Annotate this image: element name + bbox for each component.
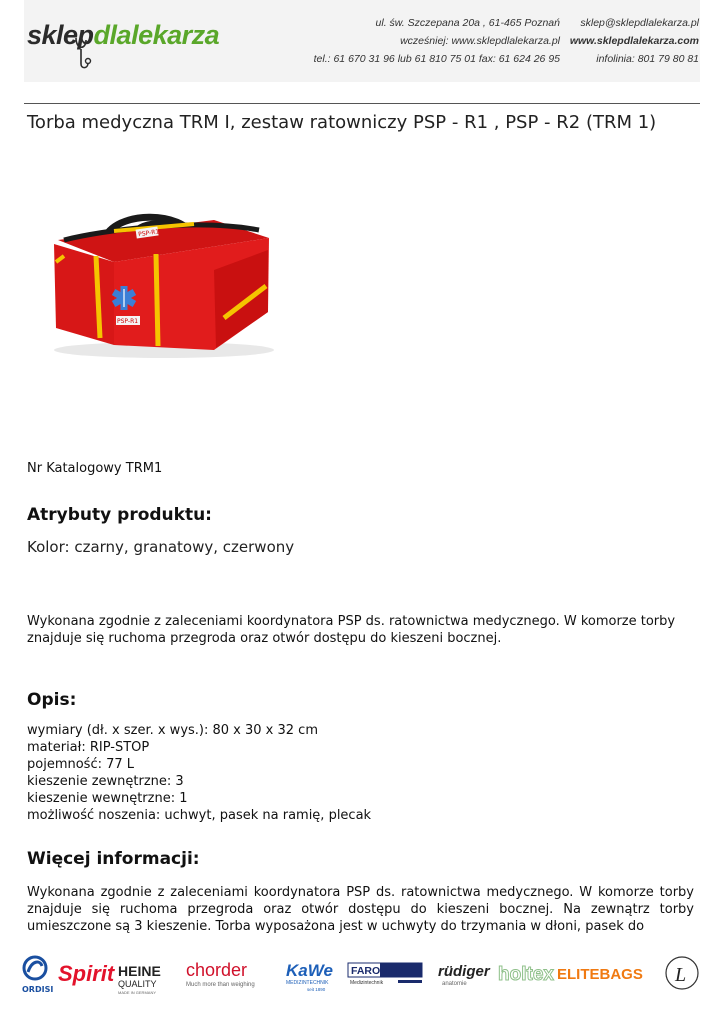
attributes-heading: Atrybuty produktu:	[27, 505, 212, 525]
spirit-logo[interactable]	[58, 961, 116, 986]
bag-label-front: PSP-R1	[117, 318, 139, 325]
phone-numbers: tel.: 61 670 31 96 lub 61 810 75 01 fax: 61 624 26 95	[313, 53, 560, 65]
ordisi-logo[interactable]	[22, 957, 53, 994]
store-logo[interactable]	[27, 20, 219, 51]
short-description: Wykonana zgodnie z zaleceniami koordynatora PSP ds. ratownictwa medycznego. W komorze torby znajduje się ruchoma przegroda oraz otwór dostępu do kieszeni bocznej.	[27, 614, 676, 646]
address: ul. św. Szczepana 20a , 61-465 Poznań	[375, 17, 560, 29]
contact-block-address	[314, 14, 560, 68]
svg-text:anatomie: anatomie	[442, 981, 467, 987]
logo-text-dla: dla	[93, 20, 132, 50]
spec-dimensions: wymiary (dł. x szer. x wys.): 80 x 30 x 32 cm	[27, 723, 318, 738]
spec-list	[27, 722, 371, 824]
attribute-color: Kolor: czarny, granatowy, czerwony	[27, 538, 295, 556]
svg-text:MADE IN GERMANY: MADE IN GERMANY	[118, 990, 157, 995]
more-info-heading: Więcej informacji:	[27, 849, 200, 869]
hotline: infolinia: 801 79 80 81	[596, 53, 699, 65]
svg-text:ORDISI: ORDISI	[22, 985, 54, 994]
product-image-medical-bag	[44, 200, 276, 360]
svg-text:QUALITY: QUALITY	[118, 979, 157, 989]
catalog-number: Nr Katalogowy TRM1	[27, 461, 163, 476]
svg-text:MEDIZINTECHNIK: MEDIZINTECHNIK	[286, 980, 329, 986]
chorder-logo[interactable]	[186, 960, 255, 988]
svg-text:FAROMED: FAROMED	[351, 965, 404, 977]
contact-block-online	[570, 14, 699, 68]
header-divider	[24, 103, 700, 104]
rudiger-logo[interactable]	[438, 963, 491, 987]
logo-text-sklep: sklep	[27, 20, 94, 50]
spec-capacity: pojemność: 77 L	[27, 757, 135, 772]
more-info-text: Wykonana zgodnie z zaleceniami koordynatora PSP ds. ratownictwa medycznego. W komorze torby znajduje się ruchoma przegroda oraz otwór dostępu do kieszeni bocznej. Na zewnątrz torby umieszczone są 3 kieszenie. Torba wyposażona jest w uchwyty do trzymania w dłoni, pasek do	[27, 885, 694, 934]
spec-outer-pockets: kieszenie zewnętrzne: 3	[27, 774, 184, 789]
bag-label-top: PSP-R1	[137, 228, 160, 239]
svg-text:rüdiger: rüdiger	[438, 963, 490, 980]
logo-text-lekarza: lekarza	[131, 20, 220, 50]
heine-logo[interactable]	[118, 963, 161, 995]
svg-text:Medizintechnik: Medizintechnik	[350, 980, 384, 986]
kawe-logo[interactable]	[286, 961, 333, 992]
stethoscope-icon	[72, 36, 94, 72]
opis-heading: Opis:	[27, 690, 77, 710]
email-link[interactable]: sklep@sklepdlalekarza.pl	[580, 17, 699, 29]
svg-text:holtex: holtex	[498, 964, 554, 985]
svg-text:seit 1890: seit 1890	[307, 987, 326, 992]
svg-text:HEINE: HEINE	[118, 963, 161, 979]
svg-text:L: L	[675, 964, 687, 986]
product-title: Torba medyczna TRM I, zestaw ratowniczy PSP - R1 , PSP - R2 (TRM 1)	[27, 112, 657, 133]
svg-text:ELITEBAGS: ELITEBAGS	[557, 966, 643, 983]
faromed-logo[interactable]	[348, 963, 422, 986]
previous-site[interactable]: wcześniej: www.sklepdlalekarza.pl	[400, 35, 560, 47]
brand-logo-strip	[20, 950, 705, 998]
littmann-logo[interactable]	[666, 957, 698, 989]
svg-text:KaWe: KaWe	[286, 961, 333, 980]
svg-text:Spirit: Spirit	[58, 961, 115, 986]
spec-inner-pockets: kieszenie wewnętrzne: 1	[27, 791, 188, 806]
site-link[interactable]: www.sklepdlalekarza.com	[569, 35, 699, 47]
svg-text:Much more than weighing: Much more than weighing	[186, 982, 255, 988]
spec-carrying: możliwość noszenia: uchwyt, pasek na ramię, plecak	[27, 808, 372, 823]
elitebags-logo[interactable]	[557, 966, 643, 983]
spec-material: materiał: RIP-STOP	[27, 740, 150, 755]
holtex-logo[interactable]	[498, 964, 554, 985]
svg-text:chorder: chorder	[186, 960, 248, 980]
